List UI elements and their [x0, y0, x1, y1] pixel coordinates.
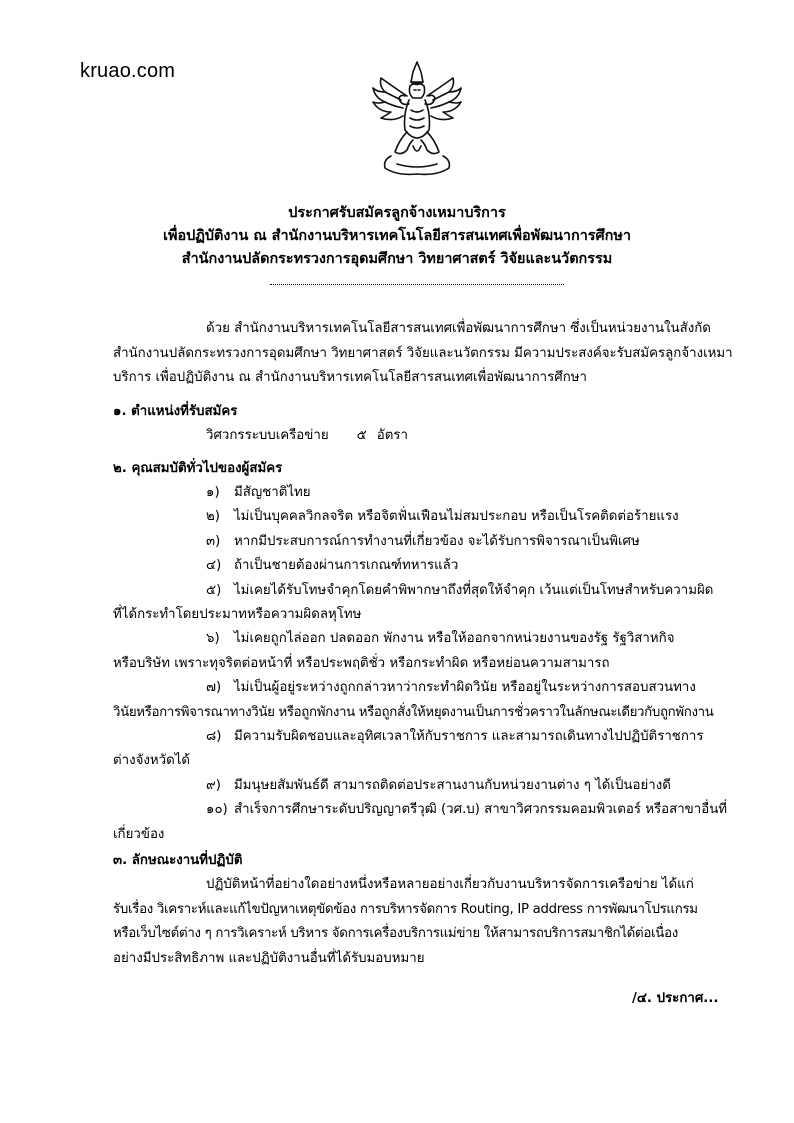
item-text: ไม่เคยได้รับโทษจำคุกโดยคำพิพากษาถึงที่สุดให้จำคุก เว้นแต่เป็นโทษสำหรับความผิด [234, 582, 714, 598]
item-number: ๖) [206, 631, 220, 647]
item-text: ไม่เคยถูกไล่ออก ปลดออก พักงาน หรือให้ออกจากหน่วยงานของรัฐ รัฐวิสาหกิจ [234, 631, 675, 647]
item-number: ๕) [206, 582, 222, 598]
section-title: ๓. ลักษณะงานที่ปฏิบัติ [113, 853, 243, 868]
item-text: มีมนุษยสัมพันธ์ดี สามารถติดต่อประสานงานกับหน่วยงานต่าง ๆ ได้เป็นอย่างดี [234, 777, 671, 793]
item-number: ๑) [206, 485, 220, 500]
announcement-title: ประกาศรับสมัครลูกจ้างเหมาบริการ [288, 205, 506, 221]
item-text: มีสัญชาติไทย [234, 485, 311, 500]
item-number: ๙) [206, 777, 221, 793]
announcement-organization: สำนักงานปลัดกระทรวงการอุดมศึกษา วิทยาศาสตร์ วิจัยและนวัตกรรม [181, 251, 613, 267]
duties-line: อย่างมีประสิทธิภาพ และปฏิบัติงานอื่นที่ได้รับมอบหมาย [113, 950, 425, 966]
garuda-emblem [367, 60, 467, 178]
item-text-continued: วินัยหรือการพิจารณาทางวินัย หรือถูกพักงาน หรือถูกสั่งให้หยุดงานเป็นการชั่วคราวในลักษณะเดียวกับถูกพักงาน [113, 704, 714, 720]
qualification-item [113, 481, 713, 505]
item-text-continued: เกี่ยวข้อง [113, 826, 165, 842]
item-number: ๘) [206, 729, 222, 745]
item-text-continued: ต่างจังหวัดได้ [113, 753, 191, 769]
duties-line: ปฏิบัติหน้าที่อย่างใดอย่างหนึ่งหรือหลายอย่างเกี่ยวกับงานบริหารจัดการเครือข่าย ได้แก่ [206, 877, 694, 892]
section-title: ๒. คุณสมบัติทั่วไปของผู้สมัคร [113, 461, 283, 476]
duties-line: หรือเว็บไซต์ต่าง ๆ การวิเคราะห์ บริหาร จัดการเครื่องบริการแม่ข่าย ให้สามารถบริการสมาชิกได้ต่อเนื่อง [113, 926, 678, 942]
qualification-item [113, 725, 713, 774]
item-number: ๗) [206, 680, 222, 696]
announcement-subtitle: เพื่อปฏิบัติงาน ณ สำนักงานบริหารเทคโนโลยีสารสนเทศเพื่อพัฒนาการศึกษา [163, 228, 631, 244]
qualification-item [113, 554, 713, 578]
item-text: ไม่เป็นบุคคลวิกลจริต หรือจิตฟั่นเฟือนไม่สมประกอบ หรือเป็นโรคติดต่อร้ายแรง [234, 509, 679, 525]
qualification-item [113, 627, 713, 676]
qualification-item [113, 530, 713, 554]
position-unit: อัตรา [376, 428, 408, 443]
qualification-item [113, 579, 713, 628]
dotted-divider [270, 284, 564, 285]
section-duties [113, 849, 713, 971]
intro-line: บริการ เพื่อปฏิบัติงาน ณ สำนักงานบริหารเทคโนโลยีสารสนเทศเพื่อพัฒนาการศึกษา [113, 370, 587, 386]
duties-line: รับเรื่อง วิเคราะห์และแก้ไขปัญหาเหตุขัดข้อง การบริหารจัดการ Routing, IP address การพัฒนาโปรแกรม [113, 901, 698, 917]
position-name: วิศวกรระบบเครือข่าย [206, 428, 329, 443]
continued-page-marker: /๔. ประกาศ... [632, 991, 719, 1006]
item-number: ๑๐) [206, 802, 228, 818]
qualification-item [113, 798, 728, 847]
intro-line: สำนักงานปลัดกระทรวงการอุดมศึกษา วิทยาศาสตร์ วิจัยและนวัตกรรม มีความประสงค์จะรับสมัครลูกจ้างเหมา [113, 345, 733, 361]
item-text-continued: หรือบริษัท เพราะทุจริตต่อหน้าที่ หรือประพฤติชั่ว หรือกระทำผิด หรือหย่อนความสามารถ [113, 655, 610, 671]
intro-line: ด้วย สำนักงานบริหารเทคโนโลยีสารสนเทศเพื่อพัฒนาการศึกษา ซึ่งเป็นหน่วยงานในสังกัด [206, 321, 711, 336]
position-count: ๕ [356, 428, 367, 443]
garuda-emblem-drawing [367, 60, 467, 178]
item-number: ๔) [206, 558, 222, 574]
section-qualifications [113, 457, 728, 847]
item-text: มีความรับผิดชอบและอุทิศเวลาให้กับราชการ และสามารถเดินทางไปปฏิบัติราชการ [234, 729, 704, 745]
section-title: ๑. ตำแหน่งที่รับสมัคร [113, 404, 238, 419]
item-text-continued: ที่ได้กระทำโดยประมาทหรือความผิดลหุโทษ [113, 607, 362, 623]
qualification-item [113, 676, 713, 725]
qualification-item [113, 774, 713, 798]
item-number: ๓) [206, 533, 221, 549]
watermark-text: kruao.com [80, 60, 176, 82]
item-text: ถ้าเป็นชายต้องผ่านการเกณฑ์ทหารแล้ว [234, 558, 459, 574]
section-positions [113, 400, 713, 448]
item-text: หากมีประสบการณ์การทำงานที่เกี่ยวข้อง จะได้รับการพิจารณาเป็นพิเศษ [234, 533, 640, 549]
qualification-item [113, 505, 713, 529]
item-number: ๒) [206, 509, 220, 525]
position-row [113, 424, 713, 448]
intro-paragraph [113, 317, 733, 391]
item-text: สำเร็จการศึกษาระดับปริญญาตรีวุฒิ (วศ.บ) สาขาวิศวกรรมคอมพิวเตอร์ หรือสาขาอื่นที่ [234, 802, 728, 818]
item-text: ไม่เป็นผู้อยู่ระหว่างถูกกล่าวหาว่ากระทำผิดวินัย หรืออยู่ในระหว่างการสอบสวนทาง [234, 680, 696, 696]
